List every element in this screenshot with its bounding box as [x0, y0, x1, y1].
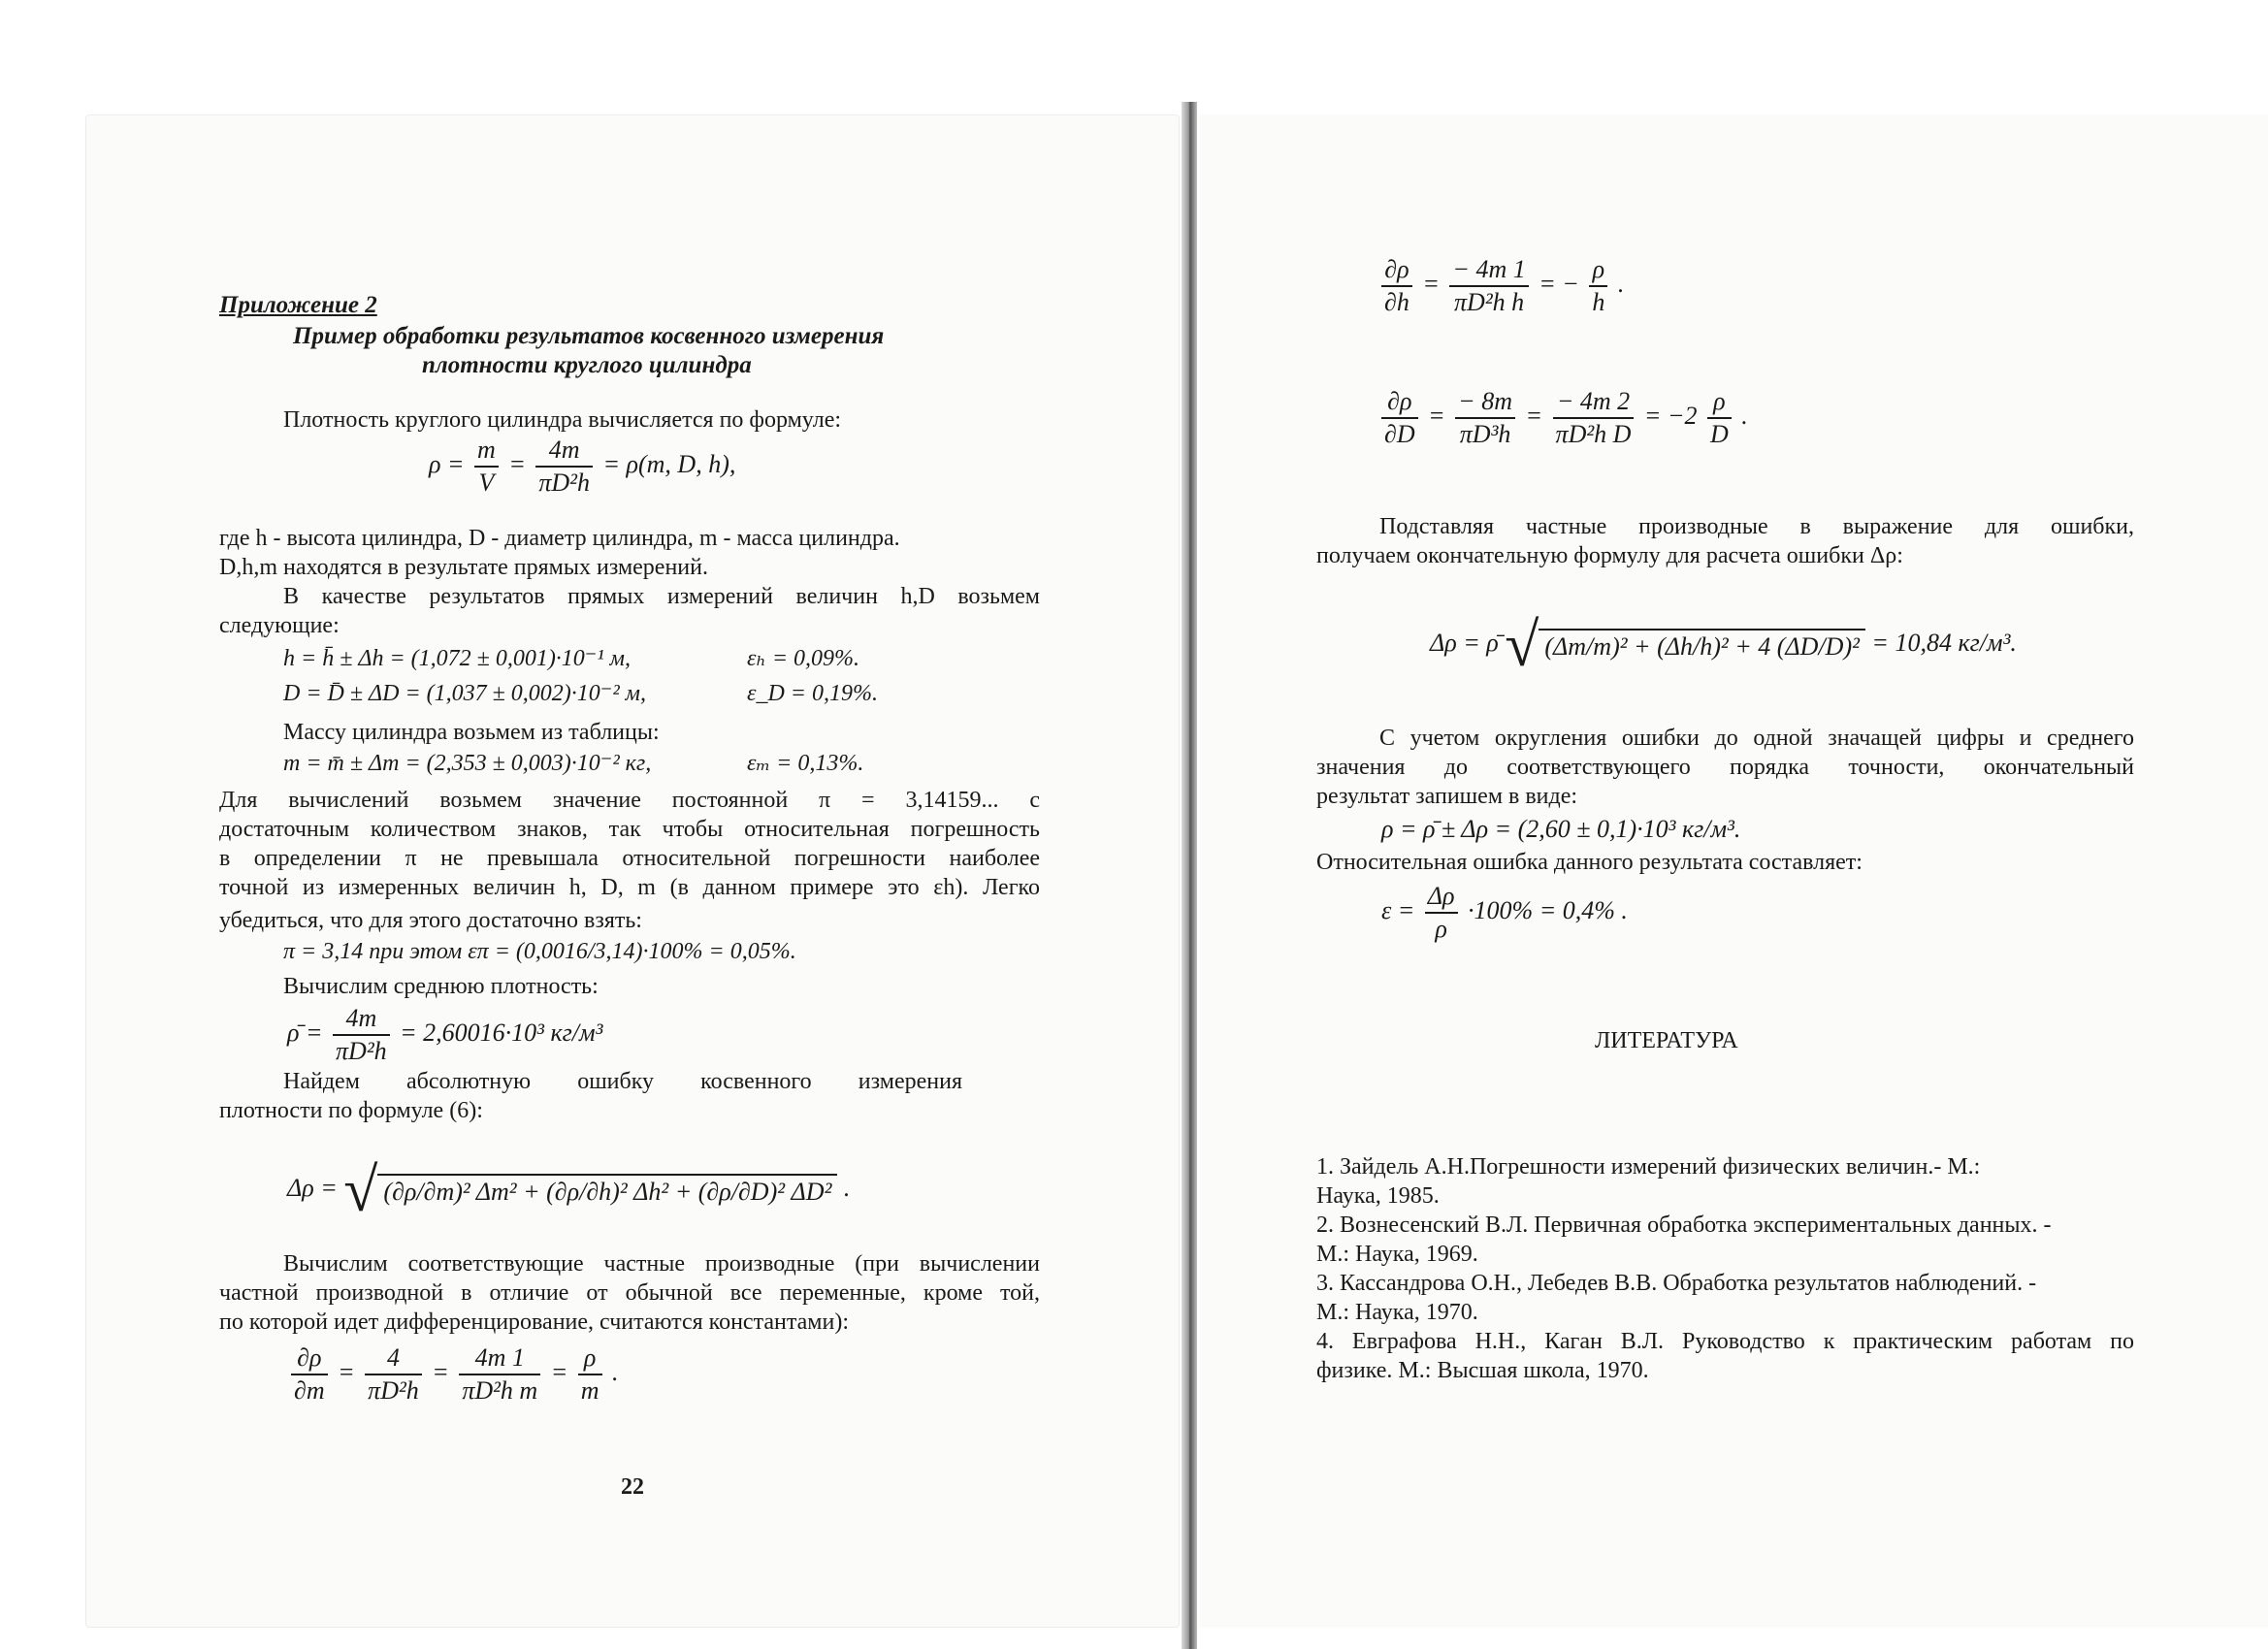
frac-den: D [1710, 420, 1729, 448]
formula-density [429, 435, 735, 499]
abs-tail: . [843, 1173, 851, 1202]
partial-line-2: частной производной в отличие от обычной все переменные, кроме той, [219, 1280, 1040, 1306]
frac-num: − 8m [1455, 386, 1515, 419]
final-term-d: (ΔD/D)² [1776, 632, 1860, 661]
abs-error-line-2: плотности по формуле (6): [219, 1098, 483, 1123]
sqrt-radicand [1539, 629, 1865, 662]
frac-num: − 4m 2 [1553, 386, 1635, 419]
round-line-3: результат запишем в виде: [1316, 784, 1578, 809]
results-line-2: следующие: [219, 613, 340, 638]
frac-num: Δρ [1425, 881, 1458, 914]
abs-term-d: (∂ρ/∂D)² ΔD² [697, 1178, 832, 1206]
sqrt-radicand [377, 1174, 837, 1207]
subst-line-2: получаем окончательную формулу для расчета ошибки Δρ: [1316, 543, 1903, 568]
formula-rel-error [1381, 881, 1628, 945]
dd-tail: . [1741, 401, 1748, 430]
final-plus-2: + 4 [1734, 632, 1771, 661]
sqrt-symbol: √ [1505, 610, 1539, 679]
frac-num: m [474, 435, 499, 468]
dm-eq-3: = [550, 1357, 568, 1386]
abs-term-h: (∂ρ/∂h)² Δh² [546, 1178, 669, 1206]
frac-den: πD²h [336, 1037, 387, 1065]
eps-d: ε_D = 0,19%. [747, 681, 878, 706]
final-term-m: (Δm/m)² [1544, 632, 1628, 661]
abs-lhs: Δρ = [287, 1173, 338, 1202]
frac-den: πD²h D [1555, 420, 1632, 448]
reference-1-line-2: Наука, 1985. [1316, 1183, 1440, 1209]
appendix-title: Приложение 2 [219, 292, 377, 318]
frac-den: ∂D [1384, 420, 1415, 448]
pi-line-2: достаточным количеством знаков, так чтобы относительная погрешность [219, 817, 1040, 842]
mean-lhs: ρ̄ = [287, 1018, 323, 1047]
dh-eq: = [1422, 269, 1440, 298]
reference-4-line-1: 4. Евграфова Н.Н., Каган В.Л. Руководство к практическим работам по [1316, 1329, 2134, 1354]
dh-tail: . [1617, 269, 1625, 298]
density-lhs: ρ = [429, 449, 465, 478]
abs-term-m: (∂ρ/∂m)² Δm² [383, 1178, 517, 1206]
frac-den: ρ [1435, 915, 1447, 943]
density-intro: Плотность круглого цилиндра вычисляется по формуле: [283, 407, 842, 433]
frac-den: h [1592, 288, 1605, 316]
formula-partial-h [1377, 254, 1624, 318]
dm-tail: . [612, 1357, 619, 1386]
dd-eq-1: = [1428, 401, 1445, 430]
sqrt-symbol: √ [343, 1155, 378, 1224]
frac-den: V [478, 469, 495, 497]
final-result: ρ = ρ̄ ± Δρ = (2,60 ± 0,1)·10³ кг/м³. [1381, 815, 1741, 843]
rel-rhs: ·100% = 0,4% . [1468, 895, 1628, 924]
frac-num: 4m [535, 435, 593, 468]
final-lhs: Δρ = ρ̄ [1430, 628, 1499, 657]
subst-line-1: Подставляя частные производные в выражение для ошибки, [1379, 514, 2134, 539]
formula-mean [287, 1003, 602, 1067]
reference-2-line-1: 2. Вознесенский В.Л. Первичная обработка экспериментальных данных. - [1316, 1212, 2052, 1238]
reference-1-line-1: 1. Зайдель А.Н.Погрешности измерений физических величин.- М.: [1316, 1154, 1981, 1180]
dd-eq-2: = [1525, 401, 1543, 430]
pi-line-3: в определении π не превышала относительной погрешности наиболее [219, 846, 1040, 871]
frac-num: 4m 1 [459, 1342, 540, 1375]
dm-eq-2: = [432, 1357, 449, 1386]
round-line-1: С учетом округления ошибки до одной значащей цифры и среднего [1379, 726, 2134, 751]
frac-num: ∂ρ [1381, 386, 1418, 419]
reference-3-line-1: 3. Кассандрова О.Н., Лебедев В.В. Обработка результатов наблюдений. - [1316, 1271, 2037, 1296]
measurement-d: D = D̄ ± ΔD = (1,037 ± 0,002)·10⁻² м, [283, 681, 646, 706]
where-line-1: где h - высота цилиндра, D - диаметр цилиндра, m - масса цилиндра. [219, 526, 900, 551]
reference-2-line-2: М.: Наука, 1969. [1316, 1242, 1478, 1267]
where-line-2: D,h,m находятся в результате прямых измерений. [219, 555, 708, 580]
frac-den: πD²h [538, 469, 590, 497]
eps-m: εₘ = 0,13%. [747, 751, 864, 776]
abs-plus-1: + [523, 1178, 540, 1206]
frac-den: m [580, 1376, 599, 1405]
abs-error-line-1: Найдем абсолютную ошибку косвенного измерения [283, 1069, 962, 1094]
frac-num: 4m [333, 1003, 390, 1036]
frac-num: ρ [1589, 254, 1607, 287]
literature-heading: ЛИТЕРАТУРА [1595, 1028, 1738, 1053]
formula-partial-d [1377, 386, 1748, 450]
round-line-2: значения до соответствующего порядка точности, окончательный [1316, 755, 2134, 780]
formula-abs-error [287, 1154, 850, 1226]
frac-den: πD²h h [1454, 288, 1525, 316]
reference-3-line-2: М.: Наука, 1970. [1316, 1300, 1478, 1325]
final-term-h: (Δh/h)² [1657, 632, 1729, 661]
final-rhs: = 10,84 кг/м³. [1871, 628, 2017, 657]
rel-error-intro: Относительная ошибка данного результата составляет: [1316, 850, 1863, 875]
mean-intro: Вычислим среднюю плотность: [283, 974, 599, 999]
dh-mid: = − [1539, 269, 1579, 298]
heading-line-1: Пример обработки результатов косвенного измерения [293, 323, 885, 349]
frac-num: ∂ρ [1381, 254, 1412, 287]
results-line-1: В качестве результатов прямых измерений величин h,D возьмем [283, 584, 1040, 609]
partial-line-3: по которой идет дифференцирование, считаются константами): [219, 1310, 849, 1335]
frac-den: πD²h [368, 1376, 419, 1405]
page-number: 22 [621, 1474, 644, 1500]
abs-plus-2: + [674, 1178, 693, 1206]
mean-rhs: = 2,60016·10³ кг/м³ [400, 1018, 603, 1047]
pi-value: π = 3,14 при этом επ = (0,0016/3,14)·100% = 0,05%. [283, 939, 796, 964]
pi-line-4: точной из измеренных величин h, D, m (в данном примере это εh). Легко [219, 875, 1040, 900]
formula-partial-m [287, 1342, 619, 1406]
frac-den: ∂m [294, 1376, 325, 1405]
frac-num: ρ [1707, 386, 1732, 419]
heading-line-2: плотности круглого цилиндра [422, 352, 752, 378]
reference-4-line-2: физике. М.: Высшая школа, 1970. [1316, 1358, 1649, 1383]
density-rhs: = ρ(m, D, h), [602, 449, 736, 478]
book-spine [1182, 102, 1197, 1649]
dd-mid: = −2 [1643, 401, 1698, 430]
frac-den: ∂h [1384, 288, 1409, 316]
frac-num: − 4m 1 [1449, 254, 1528, 287]
density-eq: = [508, 449, 526, 478]
frac-num: 4 [365, 1342, 422, 1375]
eps-h: εₕ = 0,09%. [747, 646, 860, 671]
final-plus-1: + [1634, 632, 1651, 661]
formula-final-error [1430, 609, 2017, 681]
rel-lhs: ε = [1381, 895, 1415, 924]
pi-line-1: Для вычислений возьмем значение постоянной π = 3,14159... с [219, 788, 1040, 813]
frac-den: πD²h m [462, 1376, 538, 1405]
measurement-h: h = h̄ ± Δh = (1,072 ± 0,001)·10⁻¹ м, [283, 646, 631, 671]
pi-line-5: убедиться, что для этого достаточно взять: [219, 908, 642, 933]
mass-intro: Массу цилиндра возьмем из таблицы: [283, 720, 660, 745]
frac-num: ρ [578, 1342, 602, 1375]
measurement-m: m = m̄ ± Δm = (2,353 ± 0,003)·10⁻² кг, [283, 751, 652, 776]
frac-num: ∂ρ [291, 1342, 328, 1375]
frac-den: πD³h [1459, 420, 1511, 448]
partial-line-1: Вычислим соответствующие частные производные (при вычислении [283, 1251, 1040, 1277]
dm-eq-1: = [338, 1357, 355, 1386]
